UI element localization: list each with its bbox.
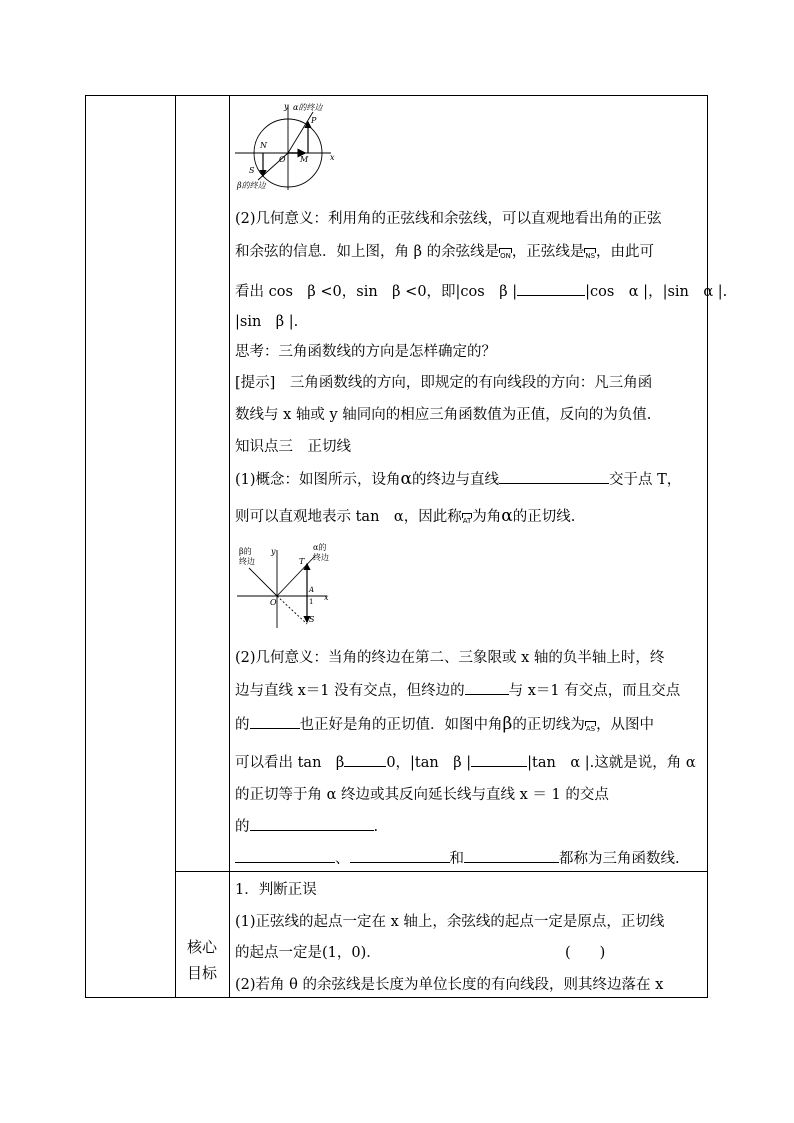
vector-as: AS [585, 725, 596, 733]
beta-side-label-1: β的 [239, 547, 252, 556]
text-line: (2)几何意义：当角的终边在第二、三象限或 x 轴的负半轴上时，终 [235, 650, 665, 666]
fill-blank [250, 816, 374, 831]
text-line: 思考：三角函数线的方向是怎样确定的？ [235, 344, 496, 360]
side-label-line-1: 核心 [186, 938, 217, 956]
fill-blank [471, 752, 527, 767]
unit-circle-figure [233, 100, 343, 192]
alpha-side-label-1: α的 [313, 543, 327, 552]
point-a-label: A [309, 586, 315, 594]
text-line: |sin β |. [235, 314, 299, 330]
fill-blank [350, 848, 450, 863]
y-axis-label: y [271, 547, 276, 556]
unit-one-label: 1 [309, 598, 314, 606]
alpha-side-label: α的终边 [293, 103, 323, 112]
origin-label: O [279, 155, 286, 164]
fill-blank [517, 281, 585, 296]
vector-ns: NS [585, 252, 596, 260]
side-label-line-2: 目标 [186, 964, 217, 982]
fill-blank [235, 848, 335, 863]
text-line: 、 和 都称为三角函数线. [235, 848, 680, 869]
beta-side-label-2: 终边 [239, 557, 255, 566]
text-line: 数线与 x 轴或 y 轴同向的相应三角函数值为正值，反向的为负值. [235, 407, 652, 423]
section-heading: 知识点三 正切线 [235, 439, 351, 455]
beta-reverse-extension [277, 596, 307, 624]
fill-blank [465, 680, 509, 695]
text-line: (2)几何意义：利用角的正弦线和余弦线，可以直观地看出角的正弦 [235, 211, 662, 227]
text-line: 看出 cos β <0，sin β <0，即|cos β | |cos α |，|sin α |. [235, 281, 727, 302]
origin-label: O [270, 598, 277, 607]
exercise-title: 1．判断正误 [235, 882, 317, 898]
side-label [175, 937, 229, 983]
text-line: 可以看出 tan β 0，|tan β | |tan α |.这就是说，角 α [235, 752, 696, 773]
exercise-line: (2)若角 θ 的余弦线是长度为单位长度的有向线段，则其终边落在 x [235, 977, 664, 993]
point-t-label: T [299, 557, 305, 566]
text-line: 的 也正好是角的正切值．如图中角β的正切线为AS，从图中 [235, 714, 655, 734]
beta-terminal-side [249, 568, 277, 596]
fill-blank [499, 469, 609, 484]
point-p-label: P [311, 116, 317, 125]
point-s-label: S [249, 166, 255, 175]
x-axis-label: x [330, 153, 335, 162]
point-s-label: S [309, 615, 315, 624]
fill-blank [250, 714, 300, 729]
text-line: 边与直线 x＝1 没有交点，但终边的 与 x＝1 有交点，而且交点 [235, 680, 680, 701]
text-line: 和余弦的信息．如上图，角 β 的余弦线是ON，正弦线是NS，由此可 [235, 244, 655, 260]
exercise-line: (1)正弦线的起点一定在 x 轴上，余弦线的起点一定是原点，正切线 [235, 914, 665, 930]
beta-side-label: β的终边 [237, 181, 266, 190]
vector-at: AT [462, 517, 472, 525]
vector-on: ON [500, 252, 511, 260]
exercise-line: 的起点一定是(1，0)． ( ) [235, 945, 606, 961]
fill-blank [344, 752, 386, 767]
fill-blank [464, 848, 559, 863]
text-line: 则可以直观地表示 tan α，因此称AT为角α的正切线. [235, 506, 576, 526]
text-line: (1)概念：如图所示，设角α的终边与直线 交于点 T， [235, 469, 682, 489]
alpha-side-label-2: 终边 [313, 553, 329, 562]
y-axis-label: y [284, 102, 289, 111]
alpha-terminal-side [288, 112, 313, 153]
tangent-line-figure [233, 540, 338, 632]
column-divider-1 [175, 96, 176, 997]
text-line: 的 . [235, 816, 378, 837]
answer-parentheses[interactable]: ( ) [565, 945, 606, 961]
x-axis-label: x [324, 593, 329, 602]
text-line: [提示] 三角函数线的方向，即规定的有向线段的方向：凡三角函 [235, 375, 653, 391]
row-divider [175, 871, 707, 872]
point-m-label: M [300, 155, 309, 164]
point-n-label: N [260, 141, 267, 150]
text-line: 的正切等于角 α 终边或其反向延长线与直线 x ＝ 1 的交点 [235, 787, 609, 803]
column-divider-2 [229, 96, 230, 997]
